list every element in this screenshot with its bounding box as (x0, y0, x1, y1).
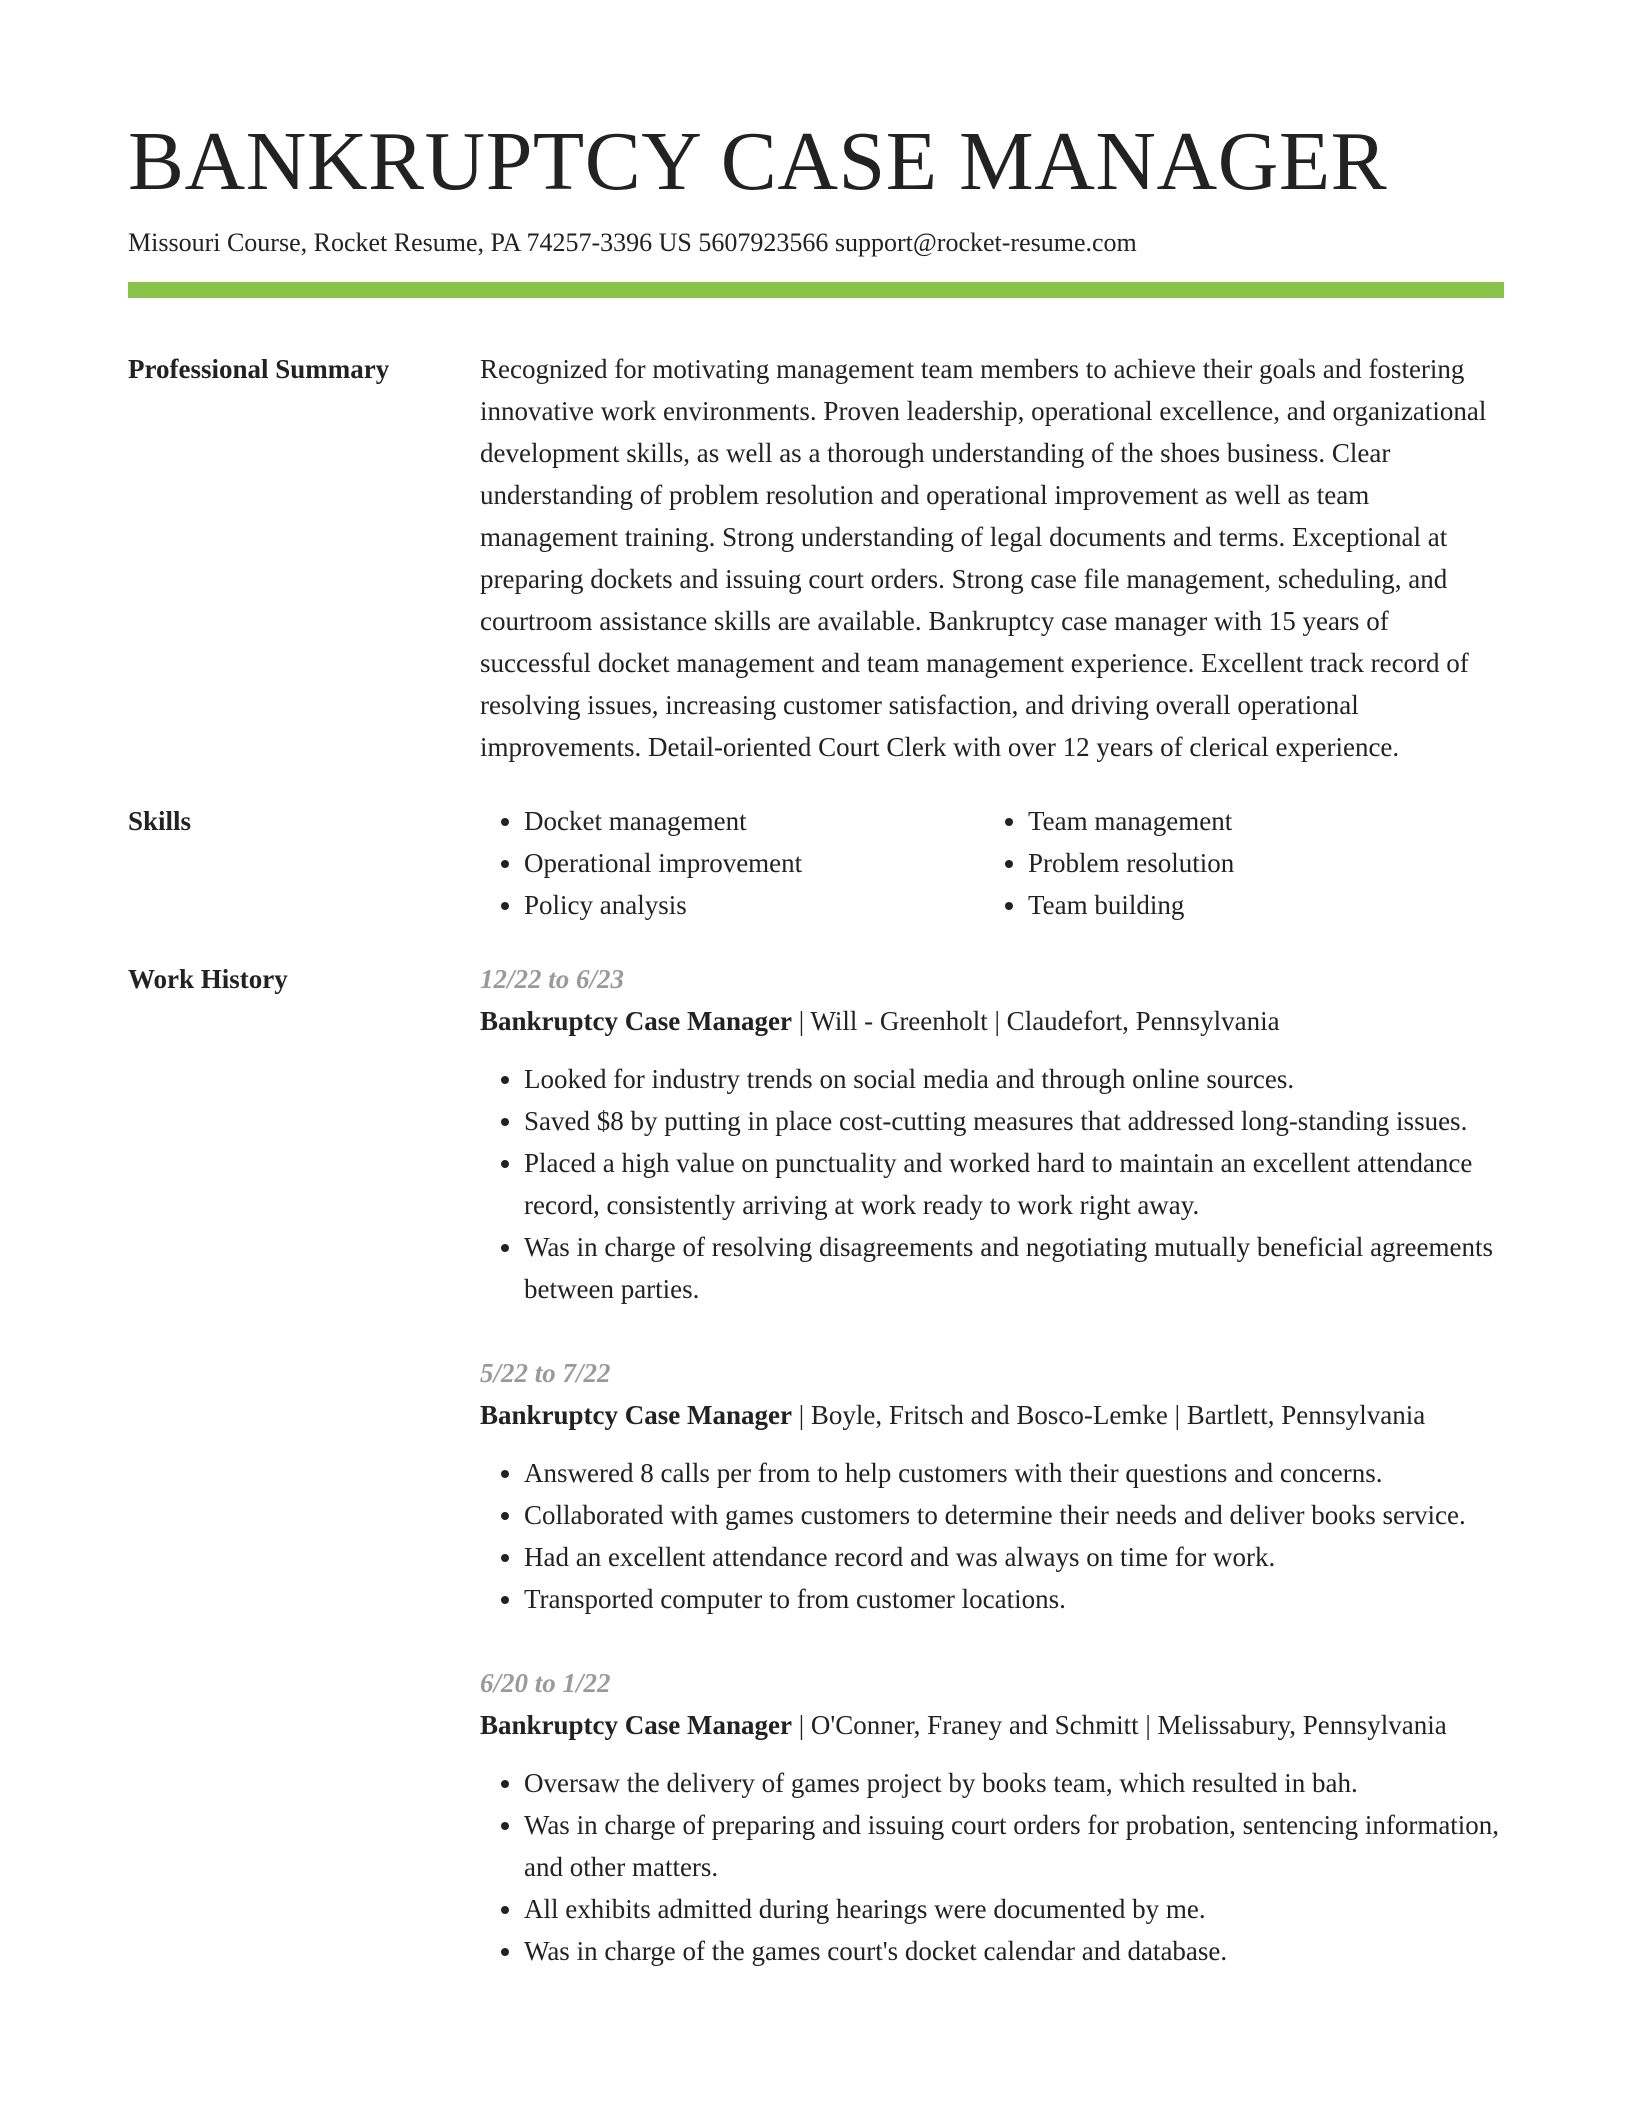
skills-column-1 (480, 800, 984, 926)
job-dates: 12/22 to 6/23 (480, 963, 625, 994)
work-history-section (128, 958, 1504, 1972)
job-entry (480, 1352, 1504, 1620)
job-bullet: • Looked for industry trends on social media and through online sources. (524, 1058, 1504, 1100)
job-title: Bankruptcy Case Manager (480, 1399, 792, 1430)
contact-line (128, 226, 1504, 260)
summary-heading: Professional Summary (128, 353, 390, 384)
job-bullet: • Placed a high value on punctuality and worked hard to maintain an excellent attendance record, consistently arriving at work ready to work right away. (524, 1142, 1504, 1226)
job-details: | Will - Greenholt | Claudefort, Pennsylvania (792, 1005, 1280, 1036)
work-history-heading: Work History (128, 963, 288, 994)
skills-list (480, 800, 1504, 926)
job-bullets (480, 1058, 1504, 1310)
skill-item: • Operational improvement (524, 842, 984, 884)
job-bullet: • Oversaw the delivery of games project by books team, which resulted in bah. (524, 1762, 1504, 1804)
job-heading (480, 1000, 1504, 1042)
contact-phone: 5607923566 (698, 228, 835, 258)
job-heading (480, 1394, 1504, 1436)
skill-item: • Team building (1028, 884, 1504, 926)
skill-item: • Policy analysis (524, 884, 984, 926)
job-bullet: • Was in charge of the games court's docket calendar and database. (524, 1930, 1504, 1972)
skills-column-2 (984, 800, 1504, 926)
skills-section (128, 800, 1504, 926)
skills-heading: Skills (128, 805, 192, 836)
contact-address: Missouri Course, Rocket Resume, PA 74257-3396 US (128, 228, 699, 258)
job-entry (480, 958, 1504, 1310)
job-bullet: • Was in charge of resolving disagreements and negotiating mutually beneficial agreements between parties. (524, 1226, 1504, 1310)
summary-section (128, 348, 1504, 768)
job-bullets (480, 1452, 1504, 1620)
resume-page (128, 0, 1504, 1972)
job-title: Bankruptcy Case Manager (480, 1005, 792, 1036)
job-bullet: • Had an excellent attendance record and was always on time for work. (524, 1536, 1504, 1578)
job-bullet: • Was in charge of preparing and issuing court orders for probation, sentencing information, and other matters. (524, 1804, 1504, 1888)
job-bullet: • Answered 8 calls per from to help customers with their questions and concerns. (524, 1452, 1504, 1494)
header-divider (128, 282, 1504, 298)
job-heading (480, 1704, 1504, 1746)
job-bullet: • Transported computer to from customer locations. (524, 1578, 1504, 1620)
skill-item: • Docket management (524, 800, 984, 842)
job-title: Bankruptcy Case Manager (480, 1709, 792, 1740)
work-history-list (480, 958, 1504, 1972)
skill-item: • Problem resolution (1028, 842, 1504, 884)
job-bullets (480, 1762, 1504, 1972)
job-entry (480, 1662, 1504, 1972)
summary-text: Recognized for motivating management team members to achieve their goals and fostering innovative work environments. Proven leadership, operational excellence, and organizational development skills, as well as a thorough understanding of the shoes business. Clear understanding of problem resolution and operational improvement as well as team management training. Strong understanding of legal documents and terms. Exceptional at preparing dockets and issuing court orders. Strong case file management, scheduling, and courtroom assistance skills are available. Bankruptcy case manager with 15 years of successful docket management and team management experience. Excellent track record of resolving issues, increasing customer satisfaction, and driving overall operational improvements. Detail-oriented Court Clerk with over 12 years of clerical experience. (480, 353, 1487, 762)
resume-title: BANKRUPTCY CASE MANAGER (128, 115, 1388, 208)
job-bullet: • Collaborated with games customers to determine their needs and deliver books service. (524, 1494, 1504, 1536)
contact-email[interactable]: support@rocket-resume.com (834, 228, 1137, 258)
job-details: | Boyle, Fritsch and Bosco-Lemke | Bartlett, Pennsylvania (792, 1399, 1426, 1430)
job-dates: 5/22 to 7/22 (480, 1357, 611, 1388)
job-bullet: • All exhibits admitted during hearings were documented by me. (524, 1888, 1504, 1930)
job-dates: 6/20 to 1/22 (480, 1667, 611, 1698)
job-details: | O'Conner, Franey and Schmitt | Melissabury, Pennsylvania (792, 1709, 1447, 1740)
job-bullet: • Saved $8 by putting in place cost-cutting measures that addressed long-standing issues. (524, 1100, 1504, 1142)
skill-item: • Team management (1028, 800, 1504, 842)
